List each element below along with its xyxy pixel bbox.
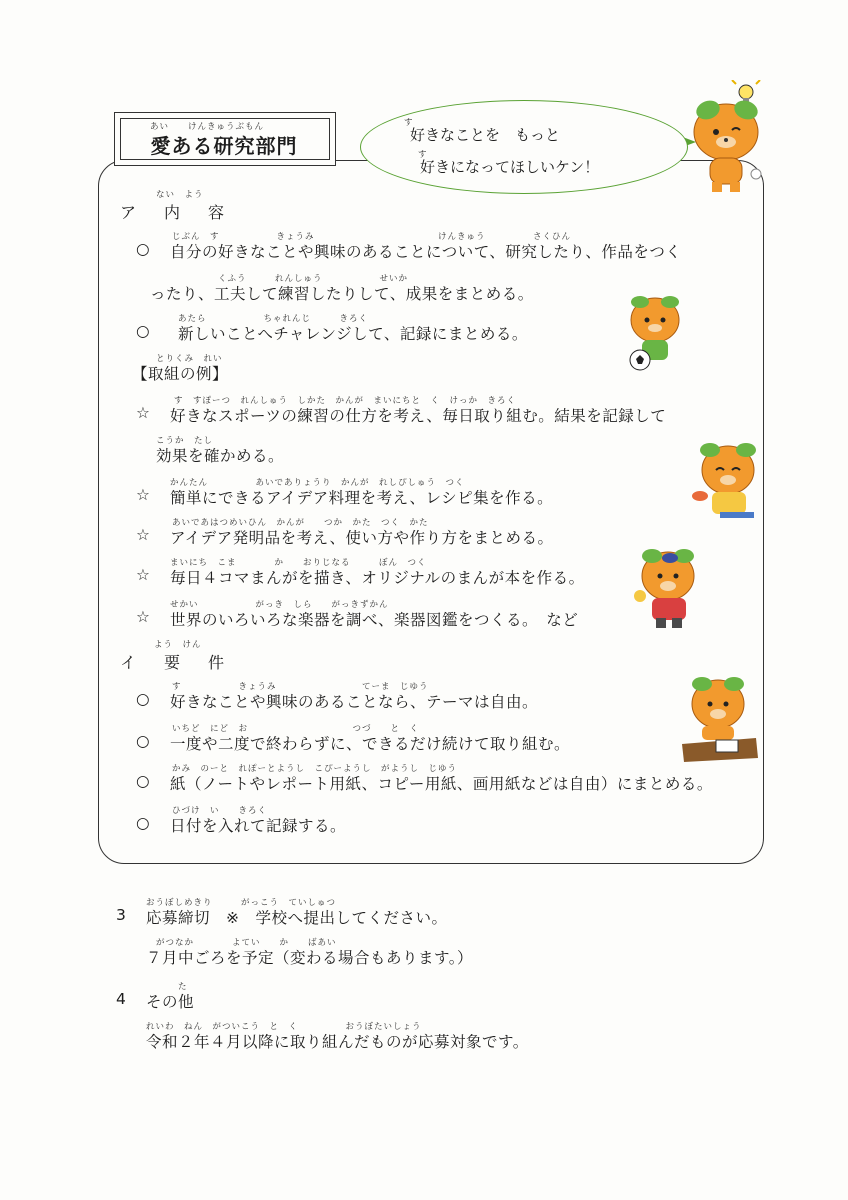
- heading-b: イ 要 件: [120, 653, 231, 672]
- example-1-bullet: ☆: [136, 404, 151, 422]
- example-1b-text: 効果を確かめる。: [156, 447, 285, 465]
- bubble-line-2: 好きになってほしいケン！: [420, 158, 600, 176]
- heading-a: ア 内 容: [120, 203, 231, 222]
- b-item-2-bullet: ○: [136, 732, 151, 750]
- section-3-sub: ７月中ごろを予定（変わる場合もあります。）: [146, 949, 474, 967]
- a-item-1-text: 自分の好きなことや興味のあることについて、研究したり、作品をつく: [170, 243, 682, 261]
- b-item-3-text: 紙（ノートやレポート用紙、コピー用紙、画用紙などは自由）にまとめる。: [170, 775, 713, 793]
- example-5-bullet: ☆: [136, 608, 151, 626]
- b-item-1-bullet: ○: [136, 690, 151, 708]
- section-4-ruby: た: [178, 982, 188, 992]
- a-item-2-text: ったり、工夫して練習したりして、成果をまとめる。: [150, 285, 534, 303]
- section-title-ruby: あい けんきゅうぶもん: [150, 122, 265, 132]
- a-item-3-ruby: あたら ちゃれんじ きろく: [178, 314, 369, 324]
- speech-bubble: [360, 100, 688, 194]
- example-1-ruby: す すぽーつ れんしゅう しかた かんが まいにちと く けっか きろく: [174, 396, 517, 406]
- example-1-text: 好きなスポーツの練習の仕方を考え、毎日取り組む。結果を記録して: [170, 407, 667, 425]
- example-5-text: 世界のいろいろな楽器を調べ、楽器図鑑をつくる。 など: [170, 611, 579, 629]
- heading-b-ruby: よう けん: [154, 640, 202, 650]
- example-2-text: 簡単にできるアイデア料理を考え、レシピ集を作る。: [170, 489, 554, 507]
- section-4-sub: 令和２年４月以降に取り組んだものが応募対象です。: [146, 1033, 529, 1051]
- bubble-ruby-1: す: [404, 118, 414, 128]
- mascot-artist-icon: [626, 546, 706, 634]
- example-5-ruby: せかい がっき しら がっきずかん: [170, 600, 389, 610]
- section-title: 愛ある研究部門: [150, 134, 298, 158]
- b-item-2-ruby: いちど にど お つづ と く: [172, 724, 420, 734]
- b-item-1-text: 好きなことや興味のあることなら、テーマは自由。: [170, 693, 539, 711]
- example-3-ruby: あいであはつめいひん かんが つか かた つく かた: [172, 518, 429, 528]
- b-item-1-ruby: す きょうみ てーま じゆう: [172, 682, 429, 692]
- section-3-number: 3: [116, 906, 127, 924]
- bubble-ruby-2: す: [418, 150, 428, 160]
- a-item-3-bullet: ○: [136, 322, 151, 340]
- a-item-3-text: 新しいことへチャレンジして、記録にまとめる。: [178, 325, 528, 343]
- b-item-4-ruby: ひづけ い きろく: [172, 806, 268, 816]
- examples-heading: 【取組の例】: [132, 365, 229, 383]
- section-3-sub-ruby: がつなか よてい か ばあい: [156, 938, 337, 948]
- section-4-number: 4: [116, 990, 127, 1008]
- example-2-bullet: ☆: [136, 486, 151, 504]
- section-3-text: 応募締切 ※ 学校へ提出してください。: [146, 909, 448, 927]
- b-item-2-text: 一度や二度で終わらずに、できるだけ続けて取り組む。: [170, 735, 571, 753]
- example-4-bullet: ☆: [136, 566, 151, 584]
- mascot-soccer-icon: [622, 292, 688, 374]
- content-frame: [98, 160, 764, 864]
- mascot-study-icon: [678, 674, 760, 764]
- a-item-1-ruby: じぶん す きょうみ けんきゅう さくひん: [172, 232, 572, 242]
- example-1b-ruby: こうか たし: [156, 436, 214, 446]
- b-item-3-ruby: かみ のーと れぽーとようし こぴーようし がようし じゆう: [172, 764, 458, 774]
- bubble-line-1: 好きなことを もっと: [410, 126, 561, 144]
- a-item-1-bullet: ○: [136, 240, 151, 258]
- example-4-ruby: まいにち こま か おりじなる ぼん つく: [170, 558, 427, 568]
- example-3-bullet: ☆: [136, 526, 151, 544]
- b-item-3-bullet: ○: [136, 772, 151, 790]
- example-4-text: 毎日４コマまんがを描き、オリジナルのまんが本を作る。: [170, 569, 585, 587]
- mascot-cooking-icon: [690, 440, 762, 522]
- example-2-ruby: かんたん あいでありょうり かんが れしぴしゅう つく: [170, 478, 465, 488]
- mascot-bulb-icon: [688, 80, 778, 198]
- a-item-2-ruby: くふう れんしゅう せいか: [218, 274, 409, 284]
- examples-heading-ruby: とりくみ れい: [156, 354, 223, 364]
- b-item-4-bullet: ○: [136, 814, 151, 832]
- example-3-text: アイデア発明品を考え、使い方や作り方をまとめる。: [170, 529, 554, 547]
- b-item-4-text: 日付を入れて記録する。: [170, 817, 347, 835]
- heading-a-ruby: ない よう: [156, 190, 204, 200]
- section-4-sub-ruby: れいわ ねん がついこう と く おうぼたいしょう: [146, 1022, 422, 1032]
- section-4-text: その他: [146, 993, 195, 1011]
- section-3-ruby: おうぼしめきり がっこう ていしゅつ: [146, 898, 337, 908]
